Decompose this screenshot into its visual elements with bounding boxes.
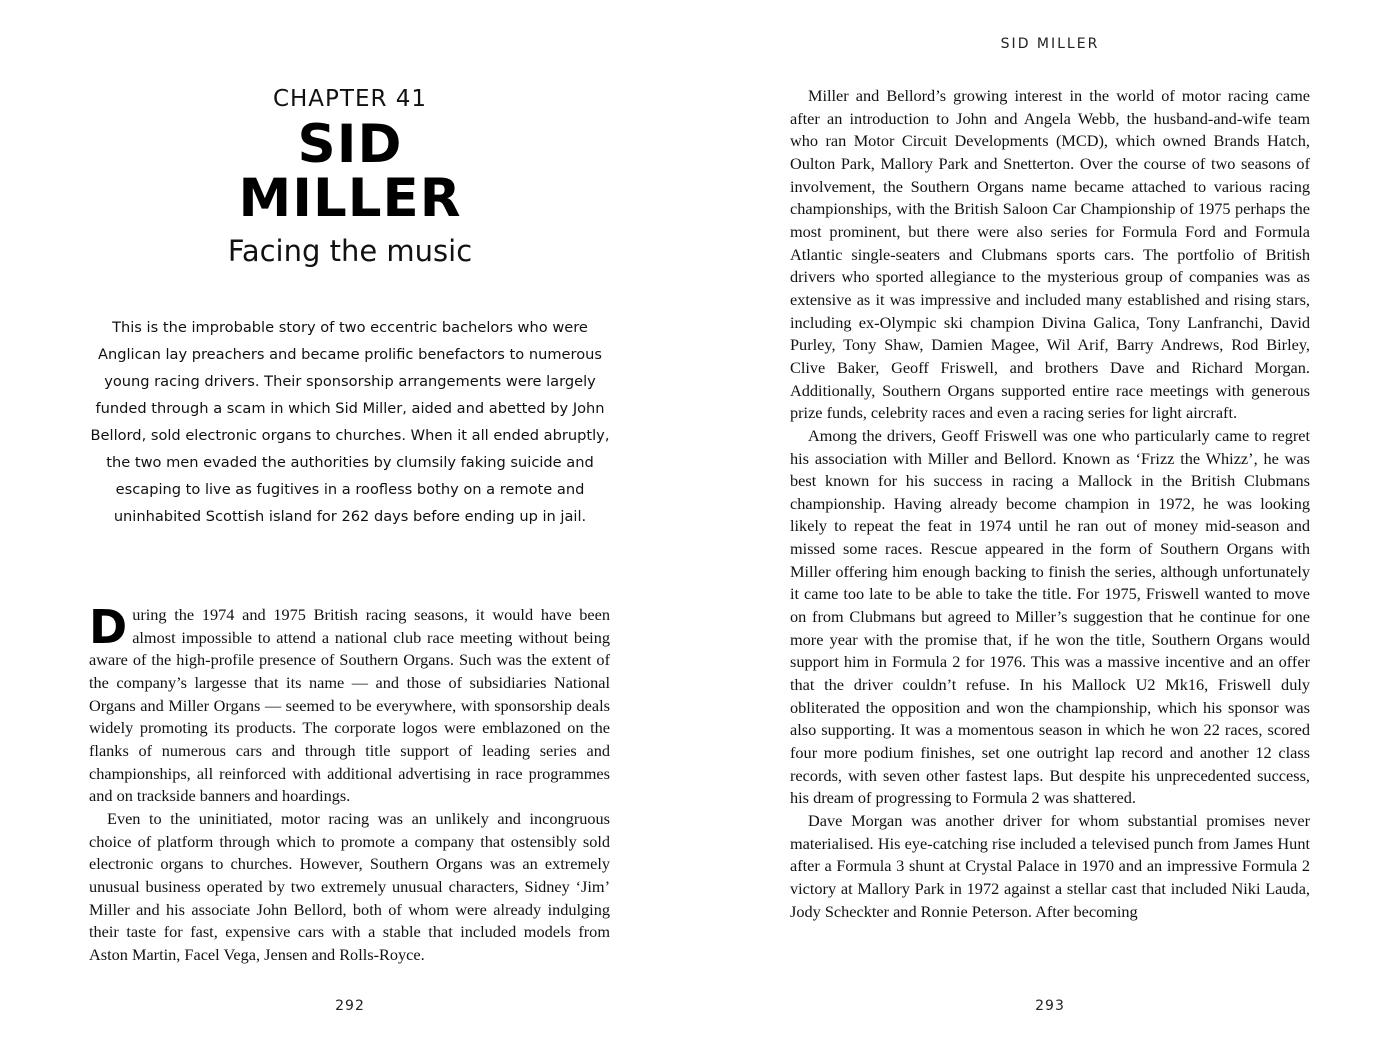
chapter-intro: This is the improbable story of two eccentric bachelors who were Anglican lay preachers and became prolific benefactors to numerous young racing drivers. Their sponsorship arrangements were largely funded through a scam in which Sid Miller, aided and abetted by John Bellord, sold electronic organs to churches. When it all ended abruptly, the two men evaded the authorities by clumsily faking suicide and escaping to live as fugitives in a roofless bothy on a remote and uninhabited Scottish island for 262 days before ending up in jail. <box>90 319 610 525</box>
chapter-title-line-2: MILLER <box>238 168 462 229</box>
page-number: 292 <box>335 998 365 1014</box>
drop-cap: D <box>89 600 128 654</box>
running-head: SID MILLER <box>1000 36 1100 52</box>
right-body-text <box>790 85 1310 923</box>
chapter-title-line-1: SID <box>297 114 403 175</box>
body-paragraph: Among the drivers, Geoff Friswell was one who particularly came to regret his association with Miller and Bellord. Known as ‘Frizz the Whizz’, he was best known for his success in racing a Mallock in the British Clubmans championship. Having already become champion in 1972, he was looking likely to repeat the feat in 1974 until he ran out of money mid-season and missed some races. Rescue appeared in the form of Southern Organs with Miller offering him enough backing to finish the series, although unfortunately it came too late to be able to take the title. For 1975, Friswell wanted to move on from Clubmans but agreed to Miller’s suggestion that he continue for one more year with the promise that, if he won the title, Southern Organs would support him in Formula 2 for 1976. This was a massive incentive and an offer that the driver couldn’t refuse. In his Mallock U2 Mk16, Friswell duly obliterated the opposition and won the championship, which his sponsor was also supporting. It was a momentous season in which he won 22 races, scored four more podium finishes, set one outright lap record and another 12 class records, with seven other fastest laps. But despite his unprecedented success, his dream of progressing to Formula 2 was shattered. <box>790 425 1310 808</box>
right-page <box>700 0 1400 1050</box>
left-body-text <box>89 600 610 967</box>
chapter-title <box>0 114 700 229</box>
body-paragraph: Dave Morgan was another driver for whom substantial promises never materialised. His eye-catching rise included a televised punch from James Hunt after a Formula 3 shunt at Crystal Palace in 1970 and an impressive Formula 2 victory at Mallory Park in 1972 against a stellar cast that included Niki Lauda, Jody Scheckter and Ronnie Peterson. After becoming <box>790 811 1310 921</box>
body-paragraph: Even to the uninitiated, motor racing was an unlikely and incongruous choice of platform through which to promote a company that ostensibly sold electronic organs to churches. However, Southern Organs was an extremely unusual business operated by two extremely unusual characters, Sidney ‘Jim’ Miller and his associate John Bellord, both of whom were already indulging their taste for fast, expensive cars with a stable that included models from Aston Martin, Facel Vega, Jensen and Rolls-Royce. <box>89 808 610 964</box>
page-number: 293 <box>1035 998 1065 1014</box>
body-paragraph <box>89 600 610 808</box>
body-paragraph: Miller and Bellord’s growing interest in the world of motor racing came after an introduction to John and Angela Webb, the husband-and-wife team who ran Motor Circuit Developments (MCD), which owned Brands Hatch, Oulton Park, Mallory Park and Snetterton. Over the course of two seasons of involvement, the Southern Organs name became attached to various racing championships, with the British Saloon Car Championship of 1975 perhaps the most prominent, but there were also series for Formula Ford and Formula Atlantic single-seaters and Clubmans sports cars. The portfolio of British drivers who sported allegiance to the mysterious group of companies was as extensive as it was impressive and included many established and rising stars, including ex-Olympic ski champion Divina Galica, Tony Lanfranchi, David Purley, Tony Shaw, Damien Magee, Wil Arif, Barry Andrews, Rod Birley, Clive Baker, Geoff Friswell, and brothers Dave and Richard Morgan. Additionally, Southern Organs supported entire race meetings with generous prize funds, celebrity races and even a racing series for light aircraft. <box>790 86 1310 423</box>
chapter-label: CHAPTER 41 <box>272 86 428 112</box>
paragraph-text: uring the 1974 and 1975 British racing seasons, it would have been almost impossible to attend a national club race meeting without being aware of the high-profile presence of Southern Organs. Such was the extent of the company’s largesse that its name — and those of subsidiaries National Organs and Miller Organs — seemed to be everywhere, with sponsorship deals widely promoting its products. The corporate logos were emblazoned on the flanks of numerous cars and through title support of leading series and championships, all reinforced with additional advertising in race programmes and on trackside banners and hoardings. <box>89 605 610 806</box>
chapter-subtitle: Facing the music <box>227 234 473 268</box>
